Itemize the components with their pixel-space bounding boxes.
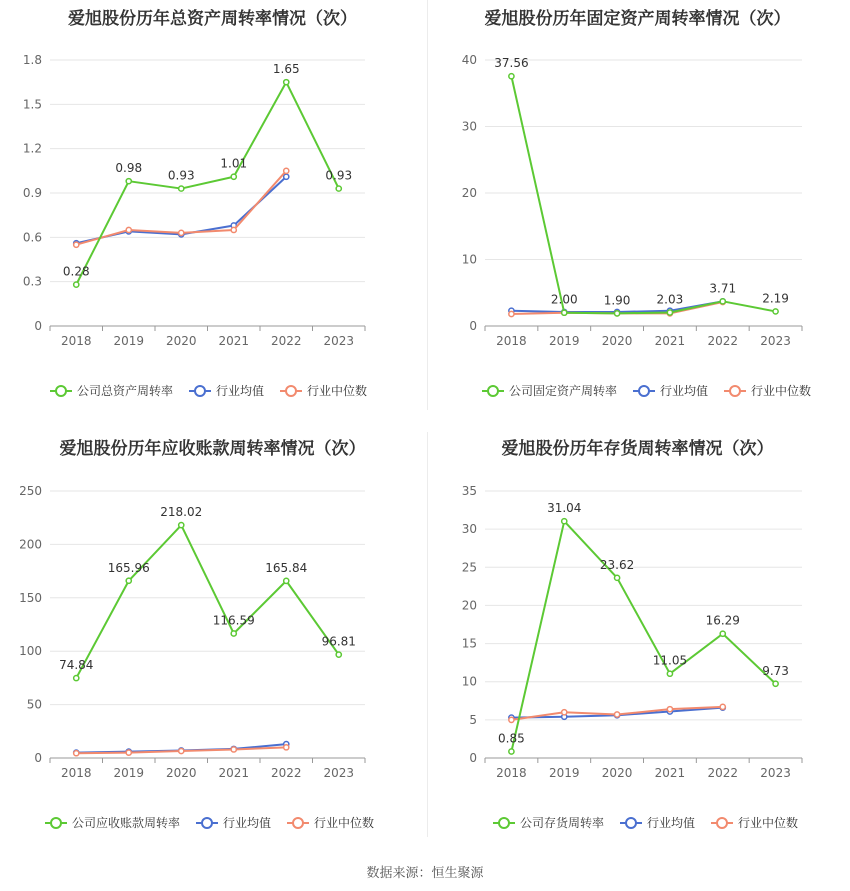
x-tick-label: 2018 bbox=[496, 766, 527, 780]
legend-label: 公司总资产周转率 bbox=[77, 384, 174, 398]
chart-inventory-turnover bbox=[425, 430, 850, 850]
x-tick-label: 2023 bbox=[323, 334, 355, 348]
chart-title: 爱旭股份历年应收账款周转率情况（次） bbox=[59, 439, 366, 459]
data-point-median bbox=[509, 311, 514, 316]
chart-panel-inventory-turnover bbox=[425, 430, 850, 850]
chart-panel-receivable-turnover bbox=[0, 430, 425, 850]
legend-label: 行业中位数 bbox=[307, 384, 368, 398]
legend-item-median bbox=[287, 815, 374, 830]
data-point-median bbox=[720, 704, 725, 709]
data-point-company bbox=[667, 310, 672, 315]
data-label: 74.84 bbox=[59, 658, 94, 673]
data-source-note: 数据来源：恒生聚源 bbox=[366, 866, 484, 881]
data-point-median bbox=[179, 230, 184, 235]
data-point-company bbox=[773, 309, 778, 314]
x-tick-label: 2023 bbox=[760, 334, 791, 348]
data-point-median bbox=[284, 168, 289, 173]
chart-title: 爱旭股份历年存货周转率情况（次） bbox=[501, 439, 774, 459]
y-tick-label: 0.6 bbox=[22, 230, 42, 245]
legend-item-company bbox=[493, 815, 604, 830]
x-tick-label: 2019 bbox=[548, 766, 580, 780]
data-point-median bbox=[74, 242, 79, 247]
data-point-company bbox=[284, 80, 289, 85]
y-tick-label: 40 bbox=[461, 53, 477, 67]
y-tick-label: 1.5 bbox=[22, 97, 42, 112]
legend-item-company bbox=[482, 383, 617, 398]
y-tick-label: 0 bbox=[34, 319, 42, 333]
y-tick-label: 5 bbox=[469, 712, 477, 727]
x-tick-label: 2018 bbox=[60, 766, 92, 780]
y-tick-label: 15 bbox=[461, 636, 477, 651]
data-point-company bbox=[74, 675, 79, 680]
series-line-company bbox=[76, 525, 339, 678]
legend-marker bbox=[51, 818, 61, 828]
y-tick-label: 20 bbox=[461, 186, 477, 200]
legend-label: 行业均值 bbox=[660, 384, 709, 398]
legend-item-avg bbox=[196, 815, 271, 830]
legend-label: 行业均值 bbox=[216, 384, 265, 398]
data-point-median bbox=[231, 747, 236, 752]
data-label: 9.73 bbox=[762, 663, 789, 678]
data-label: 2.03 bbox=[656, 292, 684, 307]
legend-label: 行业均值 bbox=[647, 816, 696, 830]
legend-label: 行业均值 bbox=[223, 816, 272, 830]
y-tick-label: 30 bbox=[461, 522, 477, 537]
legend-marker bbox=[202, 818, 212, 828]
data-point-median bbox=[284, 745, 289, 750]
y-tick-label: 10 bbox=[461, 252, 477, 267]
y-tick-label: 0.3 bbox=[22, 274, 42, 289]
x-tick-label: 2021 bbox=[654, 766, 686, 780]
x-tick-label: 2018 bbox=[496, 334, 527, 348]
data-label: 1.01 bbox=[220, 156, 248, 171]
data-point-company bbox=[336, 652, 341, 657]
chart-panel-fixed-asset-turnover bbox=[425, 0, 850, 420]
data-label: 1.65 bbox=[272, 62, 300, 77]
y-tick-label: 25 bbox=[461, 560, 477, 575]
x-tick-label: 2019 bbox=[113, 766, 145, 780]
legend-marker bbox=[730, 386, 740, 396]
chart-title: 爱旭股份历年总资产周转率情况（次） bbox=[68, 9, 357, 29]
data-point-company bbox=[336, 186, 341, 191]
chart-total-asset-turnover bbox=[0, 0, 425, 410]
legend-label: 行业中位数 bbox=[751, 384, 812, 398]
y-tick-label: 35 bbox=[461, 484, 477, 498]
data-point-company bbox=[614, 575, 619, 580]
legend-marker bbox=[56, 386, 66, 396]
x-tick-label: 2022 bbox=[270, 334, 302, 348]
data-point-company bbox=[720, 631, 725, 636]
y-tick-label: 0 bbox=[469, 751, 477, 765]
legend-marker bbox=[488, 386, 498, 396]
x-tick-label: 2019 bbox=[113, 334, 145, 348]
y-tick-label: 200 bbox=[19, 537, 42, 552]
chart-panel-total-asset-turnover bbox=[0, 0, 425, 420]
data-point-median bbox=[509, 717, 514, 722]
data-label: 0.93 bbox=[325, 168, 353, 183]
data-label: 0.98 bbox=[115, 161, 143, 176]
data-label: 2.00 bbox=[550, 292, 578, 307]
legend-marker bbox=[195, 386, 205, 396]
data-label: 31.04 bbox=[547, 501, 582, 516]
y-tick-label: 0.9 bbox=[22, 186, 42, 200]
x-tick-label: 2021 bbox=[654, 334, 686, 348]
data-label: 16.29 bbox=[705, 613, 740, 628]
chart-fixed-asset-turnover bbox=[425, 0, 850, 410]
y-tick-label: 0 bbox=[469, 319, 477, 333]
data-point-company bbox=[509, 749, 514, 754]
x-tick-label: 2023 bbox=[760, 766, 791, 780]
y-tick-label: 250 bbox=[19, 484, 42, 498]
data-point-company bbox=[231, 631, 236, 636]
legend-label: 公司应收账款周转率 bbox=[72, 816, 181, 830]
legend-item-median bbox=[724, 383, 811, 398]
legend-label: 公司存货周转率 bbox=[520, 816, 605, 830]
x-tick-label: 2020 bbox=[601, 766, 633, 780]
data-point-company bbox=[773, 681, 778, 686]
legend-item-avg bbox=[633, 383, 708, 398]
data-label: 23.62 bbox=[599, 557, 635, 572]
data-label: 11.05 bbox=[652, 653, 688, 668]
chart-receivable-turnover bbox=[0, 430, 425, 850]
data-label: 37.56 bbox=[494, 56, 529, 71]
data-point-median bbox=[126, 227, 131, 232]
data-label: 218.02 bbox=[160, 505, 203, 520]
data-point-company bbox=[614, 311, 619, 316]
data-point-company bbox=[231, 174, 236, 179]
y-tick-label: 0 bbox=[34, 751, 42, 765]
x-tick-label: 2022 bbox=[707, 766, 739, 780]
legend-marker bbox=[499, 818, 509, 828]
data-point-median bbox=[179, 748, 184, 753]
data-label: 165.96 bbox=[107, 560, 150, 575]
x-tick-label: 2019 bbox=[548, 334, 580, 348]
data-label: 0.28 bbox=[62, 264, 90, 279]
y-tick-label: 20 bbox=[461, 598, 477, 613]
data-point-company bbox=[667, 671, 672, 676]
legend-item-median bbox=[711, 815, 798, 830]
data-label: 2.19 bbox=[762, 291, 789, 306]
y-tick-label: 100 bbox=[19, 644, 42, 659]
legend-marker bbox=[717, 818, 727, 828]
data-point-company bbox=[720, 299, 725, 304]
data-point-median bbox=[562, 710, 567, 715]
series-line-company bbox=[76, 82, 339, 284]
data-point-company bbox=[284, 578, 289, 583]
data-label: 1.90 bbox=[603, 293, 631, 308]
legend-marker bbox=[639, 386, 649, 396]
y-tick-label: 150 bbox=[19, 590, 42, 605]
legend-marker bbox=[286, 386, 296, 396]
y-tick-label: 50 bbox=[26, 697, 42, 712]
legend-item-median bbox=[280, 383, 367, 398]
x-tick-label: 2018 bbox=[60, 334, 92, 348]
legend-label: 公司固定资产周转率 bbox=[509, 384, 618, 398]
data-point-median bbox=[231, 227, 236, 232]
data-point-company bbox=[179, 523, 184, 528]
y-tick-label: 1.8 bbox=[22, 53, 42, 67]
x-tick-label: 2020 bbox=[601, 334, 633, 348]
data-point-company bbox=[179, 186, 184, 191]
data-point-company bbox=[126, 179, 131, 184]
y-tick-label: 30 bbox=[461, 119, 477, 134]
legend-item-company bbox=[45, 815, 180, 830]
data-label: 0.93 bbox=[167, 168, 195, 183]
data-label: 165.84 bbox=[265, 560, 308, 575]
x-tick-label: 2021 bbox=[218, 334, 250, 348]
data-point-company bbox=[562, 310, 567, 315]
data-point-avg bbox=[284, 174, 289, 179]
data-point-median bbox=[614, 712, 619, 717]
x-tick-label: 2021 bbox=[218, 766, 250, 780]
legend-label: 行业中位数 bbox=[314, 816, 375, 830]
x-tick-label: 2022 bbox=[707, 334, 739, 348]
y-tick-label: 1.2 bbox=[22, 141, 42, 156]
x-tick-label: 2023 bbox=[323, 766, 355, 780]
x-tick-label: 2020 bbox=[165, 766, 197, 780]
data-point-company bbox=[509, 74, 514, 79]
data-label: 116.59 bbox=[212, 613, 255, 628]
data-point-median bbox=[126, 750, 131, 755]
data-label: 0.85 bbox=[498, 731, 525, 746]
legend-item-company bbox=[50, 383, 173, 398]
data-point-median bbox=[74, 751, 79, 756]
legend-label: 行业中位数 bbox=[738, 816, 799, 830]
x-tick-label: 2022 bbox=[270, 766, 302, 780]
data-point-median bbox=[667, 707, 672, 712]
chart-title: 爱旭股份历年固定资产周转率情况（次） bbox=[484, 9, 791, 29]
y-tick-label: 10 bbox=[461, 674, 477, 689]
data-point-company bbox=[126, 578, 131, 583]
data-label: 3.71 bbox=[709, 281, 737, 296]
x-tick-label: 2020 bbox=[165, 334, 197, 348]
legend-marker bbox=[626, 818, 636, 828]
legend-item-avg bbox=[620, 815, 695, 830]
legend-marker bbox=[293, 818, 303, 828]
data-label: 96.81 bbox=[321, 634, 356, 649]
data-point-company bbox=[562, 519, 567, 524]
series-line-company bbox=[511, 76, 775, 313]
legend-item-avg bbox=[189, 383, 264, 398]
data-point-company bbox=[74, 282, 79, 287]
